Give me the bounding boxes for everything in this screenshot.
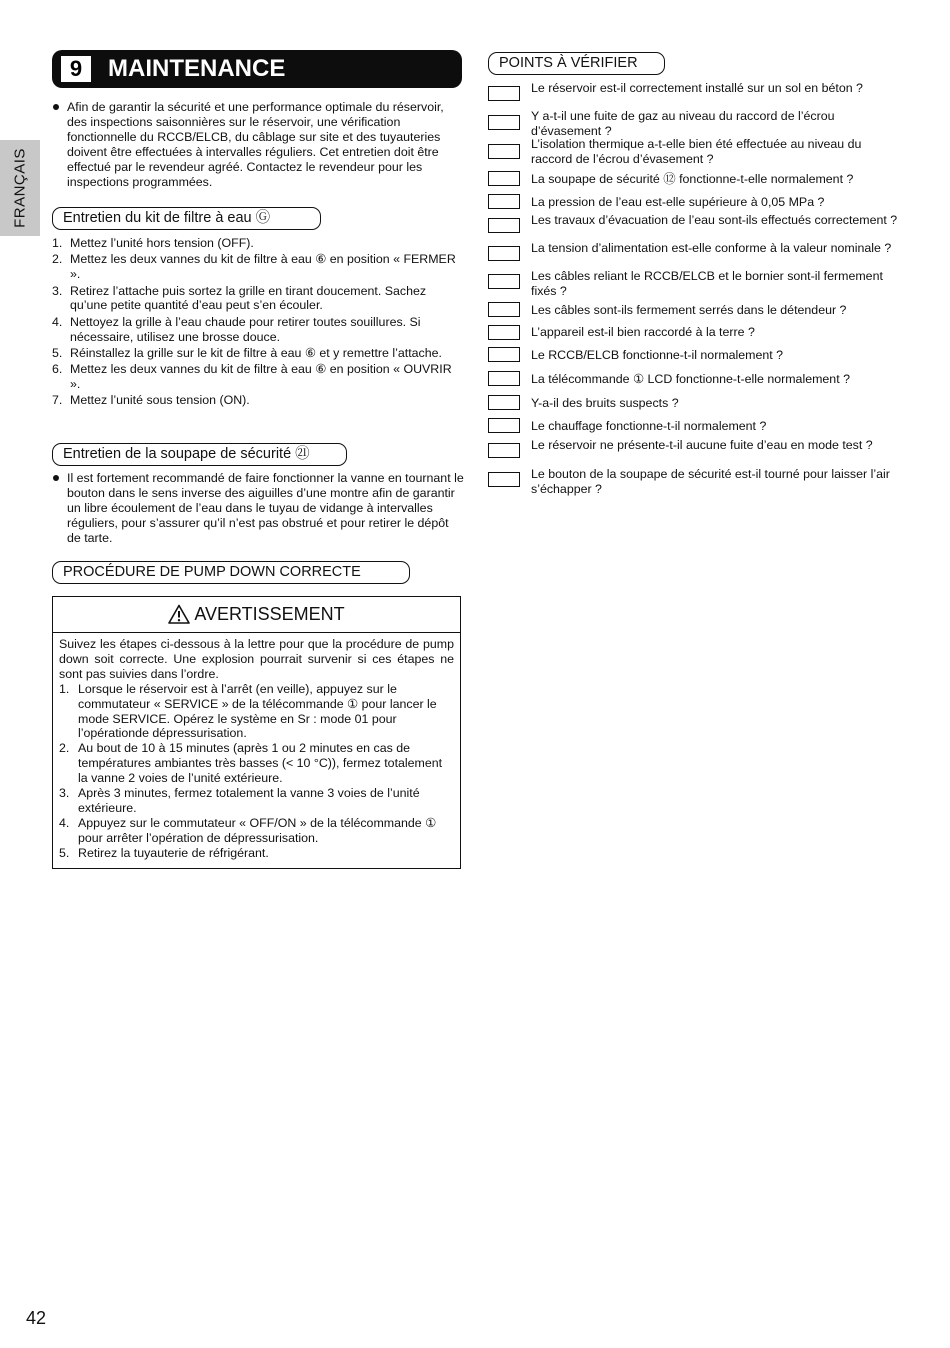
warning-box [52,596,461,869]
checklist-label: L’isolation thermique a-t-elle bien été effectuée au niveau du raccord de l’écrou d’évasement ? [531,137,862,166]
list-item: 3. Retirez l’attache puis sortez la grille en tirant doucement. Sachez qu’une petite quantité d’eau peut s’en écouler. [52,283,427,313]
checklist-label: Le RCCB/ELCB fonctionne-t-il normalement ? [531,348,784,362]
checkbox[interactable] [488,347,520,362]
checklist-label: Le chauffage fonctionne-t-il normalement ? [531,419,767,433]
checklist-label: Y a-t-il une fuite de gaz au niveau du raccord de l’écrou d’évasement ? [531,109,835,138]
warning-header [53,597,460,633]
section-number: 9 [61,56,91,82]
checkbox[interactable] [488,443,520,458]
warning-body [53,633,460,861]
warning-triangle-icon [168,604,190,624]
checkbox[interactable] [488,171,520,186]
checklist-label: La télécommande ① LCD fonctionne-t-elle normalement ? [531,372,850,386]
list-item: 6. Mettez les deux vannes du kit de filtre à eau ⑥ en position « OUVRIR ». [52,362,452,392]
list-item: 1. Lorsque le réservoir est à l’arrêt (en veille), appuyez sur le commutateur « SERVICE » de la télécommande ① pour lancer le mode SERVICE. Opérez le système en Sr : mode 01 pour l’opérationde dépressurisation. [59,681,437,741]
language-tab [0,140,40,236]
list-item: 5. Retirez la tuyauterie de réfrigérant. [59,845,269,860]
section-title: MAINTENANCE [108,55,286,82]
list-item: 4. Appuyez sur le commutateur « OFF/ON » de la télécommande ① pour arrêter l’opération de dépressurisation. [59,815,437,845]
checkbox[interactable] [488,302,520,317]
filter-kit-steps [52,236,464,410]
section-title-bar [52,50,462,88]
points-heading: POINTS À VÉRIFIER [488,52,665,75]
list-item: 2. Au bout de 10 à 15 minutes (après 1 ou 2 minutes en cas de températures ambiantes très basses (< 10 °C)), fermez totalement la vanne 2 voies de l’unité extérieure. [59,741,443,786]
checkbox[interactable] [488,218,520,233]
checkbox[interactable] [488,472,520,487]
list-item: 4. Nettoyez la grille à l’eau chaude pour retirer toutes souillures. Si nécessaire, utilisez une brosse douce. [52,314,421,344]
page-number: 42 [26,1308,47,1328]
checklist-label: La soupape de sécurité ⑫ fonctionne-t-elle normalement ? [531,172,854,186]
checklist-label: L’appareil est-il bien raccordé à la terre ? [531,325,755,339]
checkbox[interactable] [488,144,520,159]
intro-paragraph [52,100,464,189]
language-tab-label: FRANÇAIS [11,148,29,228]
safety-valve-text: Il est fortement recommandé de faire fonctionner la vanne en tournant le bouton dans le sens inverse des aiguilles d’une montre afin de garantir un libre écoulement de l’eau dans le tuyau de vidange à intervalles réguliers, pour s’assurer qu’il n’est pas obstrué et pour retirer le dépôt de tarte. [52,471,464,546]
checklist-label: Les travaux d’évacuation de l’eau sont-ils effectués correctement ? [531,213,898,227]
checklist-label: Y-a-il des bruits suspects ? [531,396,679,410]
pump-down-heading: PROCÉDURE DE PUMP DOWN CORRECTE [52,561,410,584]
list-item: 7. Mettez l’unité sous tension (ON). [52,393,250,408]
checkbox[interactable] [488,86,520,101]
list-item: 5. Réinstallez la grille sur le kit de filtre à eau ⑥ et y remettre l’attache. [52,345,442,360]
filter-kit-heading: Entretien du kit de filtre à eau Ⓖ [52,207,321,230]
checklist-label: La pression de l’eau est-elle supérieure à 0,05 MPa ? [531,195,825,209]
checkbox[interactable] [488,115,520,130]
checklist-label: La tension d’alimentation est-elle conforme à la valeur nominale ? [531,241,892,255]
safety-valve-paragraph [52,471,464,546]
intro-text: Afin de garantir la sécurité et une performance optimale du réservoir, des inspections saisonnières sur le réservoir, une vérification fonctionnelle du RCCB/ELCB, du câblage sur site et des tuyauteries doivent être effectuées à intervalles réguliers. Cet entretien doit être effectué par le revendeur agréé. Contactez le revendeur pour les inspections programmées. [52,100,464,189]
warning-title: AVERTISSEMENT [194,604,345,624]
checkbox[interactable] [488,395,520,410]
checklist-label: Le réservoir est-il correctement installé sur un sol en béton ? [531,81,863,95]
checklist-label: Les câbles reliant le RCCB/ELCB et le bornier sont-il fermement fixés ? [531,269,883,298]
list-item: 1. Mettez l’unité hors tension (OFF). [52,236,254,250]
warning-intro: Suivez les étapes ci-dessous à la lettre pour que la procédure de pump down soit correcte. Une explosion pourrait survenir si ces étapes ne sont pas suivies dans l’ordre. [59,637,454,681]
checkbox[interactable] [488,325,520,340]
checkbox[interactable] [488,418,520,433]
checkbox[interactable] [488,274,520,289]
checkbox[interactable] [488,246,520,261]
list-item: 2. Mettez les deux vannes du kit de filtre à eau ⑥ en position « FERMER ». [52,252,456,282]
checkbox[interactable] [488,194,520,209]
checklist-label: Le bouton de la soupape de sécurité est-il tourné pour laisser l’air s’échapper ? [531,467,890,496]
checklist-label: Les câbles sont-ils fermement serrés dans le détendeur ? [531,303,847,317]
list-item: 3. Après 3 minutes, fermez totalement la vanne 3 voies de l’unité extérieure. [59,786,420,815]
safety-valve-heading: Entretien de la soupape de sécurité ㉑ [52,443,347,466]
checklist-label: Le réservoir ne présente-t-il aucune fuite d’eau en mode test ? [531,438,873,452]
checkbox[interactable] [488,371,520,386]
